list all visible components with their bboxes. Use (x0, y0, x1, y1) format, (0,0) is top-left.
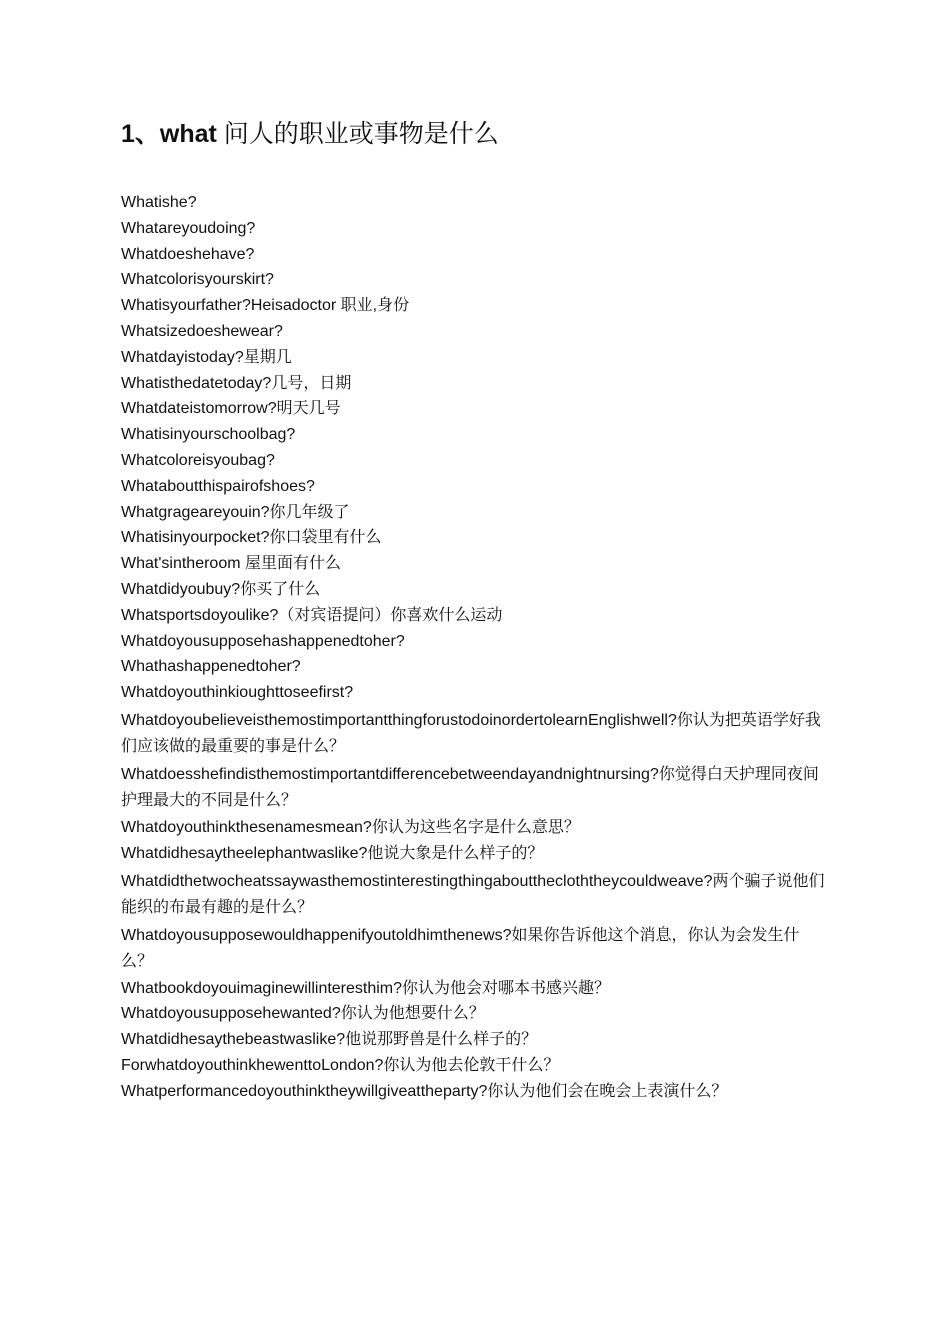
sentence-item: Whatgrageareyouin?你几年级了 (121, 503, 350, 521)
sentence-item: Whatdayistoday?星期几 (121, 348, 292, 366)
sentence-item: Whatdidhesaytheelephantwaslike?他说大象是什么样子的？ (121, 844, 544, 862)
section-heading (121, 116, 499, 152)
sentence-item: Whatdateistomorrow?明天几号 (121, 400, 341, 418)
sentence-item: What'sintheroom 屋里面有什么 (121, 555, 341, 573)
sentence-item: Whatdoyousupposehewanted?你认为他想要什么？ (121, 1005, 485, 1023)
sentence-item: Whatsizedoeshewear? (121, 322, 283, 340)
sentence-item: Whatdidyoubuy?你买了什么 (121, 580, 321, 598)
sentence-list (121, 190, 831, 1105)
sentence-item: Whatisinyourschoolbag? (121, 426, 296, 444)
sentence-item: Whatcoloreisyoubag? (121, 451, 275, 469)
sentence-item: Whatdoyouthinkioughttoseefirst? (121, 684, 354, 702)
sentence-item: Whatbookdoyouimaginewillinteresthim?你认为他会对哪本书感兴趣？ (121, 979, 611, 997)
heading-text: 问人的职业或事物是什么 (216, 120, 499, 148)
sentence-item: Whatdoyouthinkthesenamesmean?你认为这些名字是什么意思？ (121, 818, 580, 836)
sentence-item: WhatdoyoubelieveisthemostimportantthingforustodoinordertolearnEnglishwell?你认为把英语学好我们应该做的最重要的事是什么？ (121, 711, 821, 755)
heading-number: 1、what (121, 120, 217, 148)
sentence-item: Whatishe? (121, 194, 197, 211)
sentence-item: Whatdoyousupposewouldhappenifyoutoldhimthenews?如果你告诉他这个消息，你认为会发生什么？ (121, 926, 800, 970)
sentence-item: Whatcolorisyourskirt? (121, 271, 274, 289)
sentence-item: Whatdoeshehave? (121, 245, 255, 263)
sentence-item: Whathashappenedtoher? (121, 658, 301, 676)
sentence-item: Whatdoesshefindisthemostimportantdifferencebetweendayandnightnursing?你觉得白天护理同夜间护理最大的不同是什么？ (121, 765, 819, 809)
sentence-item: Whatisthedatetoday?几号，日期 (121, 374, 352, 392)
sentence-item: Whatisinyourpocket?你口袋里有什么 (121, 529, 382, 547)
sentence-item: Whatdidthetwocheatssaywasthemostinterestingthingaboutthecloththeycouldweave?两个骗子说他们能织的布最有趣的是什么？ (121, 872, 825, 916)
sentence-item: Whatsportsdoyoulike?（对宾语提问）你喜欢什么运动 (121, 606, 503, 624)
sentence-item: Whatdoyousupposehashappenedtoher? (121, 632, 405, 650)
sentence-item: Whatdidhesaythebeastwaslike?他说那野兽是什么样子的？ (121, 1031, 538, 1049)
sentence-item: Whatperformancedoyouthinktheywillgiveattheparty?你认为他们会在晚会上表演什么？ (121, 1082, 728, 1100)
sentence-item: Whataboutthispairofshoes? (121, 477, 315, 495)
sentence-item: Whatisyourfather?Heisadoctor 职业,身份 (121, 297, 410, 315)
sentence-item: Whatareyoudoing? (121, 219, 256, 237)
sentence-item: ForwhatdoyouthinkhewenttoLondon?你认为他去伦敦干什么？ (121, 1056, 560, 1074)
